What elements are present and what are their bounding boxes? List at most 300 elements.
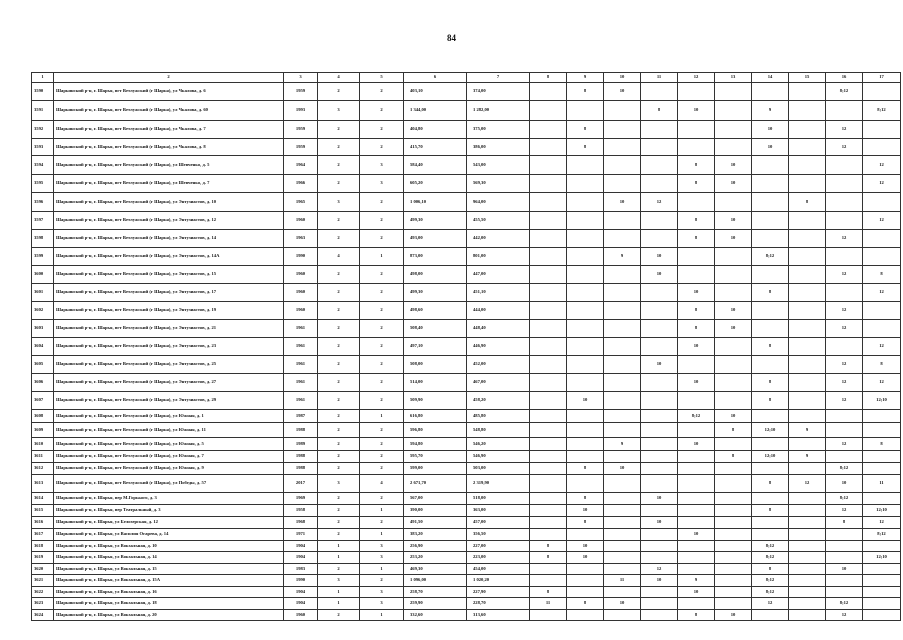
column-header: 4 <box>318 73 360 83</box>
table-cell <box>715 338 752 356</box>
table-cell: 2 <box>360 83 404 101</box>
table-cell: 332,60 <box>404 610 467 621</box>
data-table <box>31 72 901 621</box>
table-cell: 452,00 <box>467 356 530 374</box>
table-cell <box>752 320 789 338</box>
row-number: 3614 <box>32 493 54 505</box>
table-row <box>32 541 901 552</box>
row-number: 3608 <box>32 410 54 423</box>
table-cell <box>604 392 641 410</box>
table-cell: 8;12 <box>863 529 901 541</box>
table-row <box>32 320 901 338</box>
table-cell: 2 <box>360 493 404 505</box>
table-cell <box>530 212 567 230</box>
table-cell: 356,50 <box>467 529 530 541</box>
table-cell: 546,20 <box>467 438 530 451</box>
table-cell <box>789 575 826 587</box>
address-cell: Шарьинский р-н, г. Шарья, пгт Ветлужский (г Шарья), ул Энтузиастов, д. 15 <box>54 266 284 284</box>
table-cell: 2 <box>318 505 360 517</box>
table-cell: 1 <box>318 587 360 598</box>
table-cell: 2 <box>318 338 360 356</box>
table-cell: 10 <box>604 193 641 212</box>
table-cell <box>826 248 863 266</box>
table-cell <box>715 463 752 475</box>
table-cell: 2 <box>360 374 404 392</box>
table-cell: 383,20 <box>404 529 467 541</box>
table-cell <box>678 139 715 156</box>
table-cell <box>604 156 641 175</box>
table-cell: 451,10 <box>467 284 530 302</box>
table-cell: 8 <box>567 598 604 610</box>
table-cell <box>715 564 752 575</box>
table-cell: 1961 <box>284 356 318 374</box>
table-cell: 3 <box>360 598 404 610</box>
table-cell: 1960 <box>284 212 318 230</box>
row-number: 3620 <box>32 564 54 575</box>
table-cell <box>641 284 678 302</box>
table-cell: 2 <box>318 266 360 284</box>
table-cell <box>641 374 678 392</box>
table-cell <box>715 587 752 598</box>
table-cell: 10 <box>641 266 678 284</box>
table-cell <box>530 284 567 302</box>
table-cell <box>826 193 863 212</box>
table-cell: 2 <box>360 451 404 463</box>
address-cell: Шарьинский р-н, г. Шарья, пгт Ветлужский (г Шарья), ул Победы, д. 57 <box>54 475 284 493</box>
row-number: 3610 <box>32 438 54 451</box>
table-cell <box>752 356 789 374</box>
table-cell <box>641 475 678 493</box>
table-cell: 1 <box>318 552 360 564</box>
table-cell: 415,70 <box>404 139 467 156</box>
table-cell <box>715 284 752 302</box>
row-number: 3599 <box>32 248 54 266</box>
table-cell: 2 <box>318 302 360 320</box>
table-cell: 363,00 <box>467 505 530 517</box>
table-cell: 404,80 <box>404 121 467 139</box>
table-cell: 8 <box>752 374 789 392</box>
table-cell <box>567 193 604 212</box>
table-cell: 8 <box>789 193 826 212</box>
table-cell: 605,20 <box>404 175 467 193</box>
table-cell: 2 <box>318 175 360 193</box>
table-cell <box>863 230 901 248</box>
table-cell: 9 <box>604 248 641 266</box>
table-cell <box>567 284 604 302</box>
table-cell <box>604 320 641 338</box>
row-number: 3600 <box>32 266 54 284</box>
table-cell <box>604 139 641 156</box>
row-number: 3590 <box>32 83 54 101</box>
table-cell <box>604 284 641 302</box>
table-cell: 8 <box>567 517 604 529</box>
address-cell: Шарьинский р-н, г. Шарья, пгт Ветлужский (г Шарья), ул Энтузиастов, д. 12 <box>54 212 284 230</box>
table-cell: 2 <box>360 438 404 451</box>
table-cell <box>789 83 826 101</box>
table-cell: 599,00 <box>404 463 467 475</box>
table-cell: 458,20 <box>467 392 530 410</box>
table-cell: 12 <box>863 212 901 230</box>
table-cell: 8;12 <box>863 101 901 121</box>
table-cell: 12 <box>826 610 863 621</box>
row-number: 3598 <box>32 230 54 248</box>
table-cell: 227,90 <box>467 587 530 598</box>
table-cell <box>863 302 901 320</box>
table-cell <box>530 248 567 266</box>
table-cell: 1961 <box>284 320 318 338</box>
table-cell: 2 <box>360 320 404 338</box>
table-cell <box>715 392 752 410</box>
table-row <box>32 374 901 392</box>
row-number: 3591 <box>32 101 54 121</box>
table-cell: 2 <box>360 266 404 284</box>
table-cell <box>715 266 752 284</box>
table-cell: 8 <box>567 139 604 156</box>
table-cell: 10 <box>752 121 789 139</box>
table-cell <box>567 438 604 451</box>
table-cell <box>789 438 826 451</box>
table-cell <box>752 212 789 230</box>
table-cell <box>678 193 715 212</box>
table-cell <box>641 541 678 552</box>
row-number: 3621 <box>32 575 54 587</box>
table-cell <box>641 212 678 230</box>
table-cell: 498,60 <box>404 302 467 320</box>
table-row <box>32 552 901 564</box>
address-cell: Шарьинский р-н, г. Шарья, ул Вокзальная, д. 18 <box>54 598 284 610</box>
table-cell: 12 <box>826 438 863 451</box>
table-cell: 4 <box>360 475 404 493</box>
table-cell <box>604 475 641 493</box>
address-cell: Шарьинский р-н, г. Шарья, пгт Ветлужский (г Шарья), ул Шевченко, д. 5 <box>54 156 284 175</box>
table-cell <box>641 438 678 451</box>
table-cell: 8 <box>715 451 752 463</box>
row-number: 3616 <box>32 517 54 529</box>
table-cell: 8;12 <box>826 598 863 610</box>
table-cell <box>567 423 604 438</box>
table-cell <box>789 356 826 374</box>
table-cell: 10 <box>715 230 752 248</box>
table-cell: 1963 <box>284 230 318 248</box>
row-number: 3594 <box>32 156 54 175</box>
table-cell: 12;10 <box>752 451 789 463</box>
table-cell: 595,70 <box>404 451 467 463</box>
table-cell: 2 <box>318 493 360 505</box>
table-cell <box>604 564 641 575</box>
table-cell <box>641 121 678 139</box>
table-cell <box>641 338 678 356</box>
table-cell: 10 <box>567 541 604 552</box>
table-cell <box>678 266 715 284</box>
row-number: 3615 <box>32 505 54 517</box>
address-cell: Шарьинский р-н, г. Шарья, ул Вокзальная, д. 14 <box>54 552 284 564</box>
table-cell: 2 <box>360 101 404 121</box>
table-cell <box>678 564 715 575</box>
column-header: 15 <box>789 73 826 83</box>
table-cell: 8;12 <box>826 83 863 101</box>
table-cell: 12 <box>863 374 901 392</box>
table-row <box>32 230 901 248</box>
address-cell: Шарьинский р-н, г. Шарья, ул Вокзальная, д. 20 <box>54 610 284 621</box>
table-cell: 1988 <box>284 463 318 475</box>
table-cell: 2 <box>360 139 404 156</box>
table-cell: 2 <box>360 338 404 356</box>
table-cell: 1990 <box>284 248 318 266</box>
table-cell <box>863 410 901 423</box>
table-cell: 12 <box>826 505 863 517</box>
table-cell: 2 <box>360 212 404 230</box>
table-cell <box>678 423 715 438</box>
table-cell: 8 <box>530 552 567 564</box>
table-cell <box>530 356 567 374</box>
table-cell: 12 <box>752 598 789 610</box>
table-cell: 569,30 <box>467 175 530 193</box>
address-cell: Шарьинский р-н, г. Шарья, пгт Ветлужский (г Шарья), ул Чкалова, д. 8 <box>54 139 284 156</box>
table-cell <box>715 505 752 517</box>
address-cell: Шарьинский р-н, г. Шарья, пгт Ветлужский (г Шарья), ул Энтузиастов, д. 29 <box>54 392 284 410</box>
table-cell <box>567 564 604 575</box>
table-cell: 514,00 <box>404 374 467 392</box>
table-cell <box>789 266 826 284</box>
address-cell: Шарьинский р-н, г. Шарья, пгт Ветлужский (г Шарья), ул Энтузиастов, д. 25 <box>54 356 284 374</box>
table-cell <box>641 587 678 598</box>
address-cell: Шарьинский р-н, г. Шарья, пгт Ветлужский (г Шарья), ул Энтузиастов, д. 19 <box>54 302 284 320</box>
table-cell <box>604 587 641 598</box>
column-header: 12 <box>678 73 715 83</box>
table-cell: 2 <box>318 374 360 392</box>
table-cell <box>641 156 678 175</box>
row-number: 3601 <box>32 284 54 302</box>
address-cell: Шарьинский р-н, г. Шарья, пгт Ветлужский (г Шарья), ул Южная, д. 11 <box>54 423 284 438</box>
table-row <box>32 610 901 621</box>
table-cell: 8 <box>567 83 604 101</box>
table-cell: 10 <box>641 575 678 587</box>
table-row <box>32 517 901 529</box>
table-cell: 12 <box>826 356 863 374</box>
table-cell: 11 <box>530 598 567 610</box>
table-cell: 1964 <box>284 156 318 175</box>
table-cell: 1983 <box>284 564 318 575</box>
row-number: 3617 <box>32 529 54 541</box>
table-cell: 454,00 <box>467 564 530 575</box>
table-cell: 2017 <box>284 475 318 493</box>
table-cell: 8 <box>863 438 901 451</box>
table-cell <box>752 266 789 284</box>
table-cell: 12 <box>826 139 863 156</box>
table-cell: 1966 <box>284 175 318 193</box>
table-cell: 2 <box>318 356 360 374</box>
table-cell: 8;12 <box>826 493 863 505</box>
table-row <box>32 101 901 121</box>
table-cell: 8 <box>678 610 715 621</box>
table-cell: 253,20 <box>404 552 467 564</box>
table-row <box>32 575 901 587</box>
table-cell: 1 <box>360 410 404 423</box>
table-cell: 508,00 <box>404 356 467 374</box>
table-cell: 499,30 <box>404 284 467 302</box>
table-cell <box>826 451 863 463</box>
column-header: 5 <box>360 73 404 83</box>
table-cell <box>604 175 641 193</box>
table-cell: 1989 <box>284 438 318 451</box>
address-cell: Шарьинский р-н, г. Шарья, пер М.Горького, д. 3 <box>54 493 284 505</box>
table-cell: 3 <box>360 156 404 175</box>
table-cell: 2 319,90 <box>467 475 530 493</box>
address-cell: Шарьинский р-н, г. Шарья, пгт Ветлужский (г Шарья), ул Энтузиастов, д. 10 <box>54 193 284 212</box>
row-number: 3624 <box>32 610 54 621</box>
table-cell: 12 <box>863 338 901 356</box>
table-cell <box>715 541 752 552</box>
address-cell: Шарьинский р-н, г. Шарья, пгт Ветлужский (г Шарья), ул Энтузиастов, д. 14 <box>54 230 284 248</box>
row-number: 3619 <box>32 552 54 564</box>
table-cell: 8 <box>678 156 715 175</box>
table-cell: 2 <box>360 230 404 248</box>
table-cell <box>678 83 715 101</box>
table-row <box>32 156 901 175</box>
row-number: 3618 <box>32 541 54 552</box>
table-cell: 8;12 <box>752 248 789 266</box>
table-cell: 8 <box>752 392 789 410</box>
table-cell: 1971 <box>284 529 318 541</box>
table-cell <box>789 284 826 302</box>
table-cell: 10 <box>641 517 678 529</box>
table-cell <box>530 610 567 621</box>
table-cell: 498,00 <box>404 266 467 284</box>
table-cell <box>863 541 901 552</box>
table-cell: 12 <box>826 320 863 338</box>
table-cell: 1 006,10 <box>404 193 467 212</box>
table-cell <box>863 193 901 212</box>
table-cell: 10 <box>678 101 715 121</box>
table-cell <box>604 493 641 505</box>
table-cell: 8 <box>567 493 604 505</box>
table-cell <box>863 564 901 575</box>
table-row <box>32 193 901 212</box>
table-cell: 594,80 <box>404 438 467 451</box>
table-cell: 543,00 <box>467 156 530 175</box>
table-cell: 1961 <box>284 374 318 392</box>
table-cell: 8;12 <box>752 552 789 564</box>
table-cell: 499,30 <box>404 212 467 230</box>
table-row <box>32 121 901 139</box>
table-cell: 1990 <box>284 575 318 587</box>
table-cell: 2 <box>318 392 360 410</box>
table-row <box>32 175 901 193</box>
table-cell <box>752 463 789 475</box>
table-cell: 1 <box>360 564 404 575</box>
row-number: 3592 <box>32 121 54 139</box>
table-cell: 2 <box>360 121 404 139</box>
table-cell <box>752 517 789 529</box>
table-cell <box>789 302 826 320</box>
table-cell: 2 <box>360 284 404 302</box>
table-cell <box>641 320 678 338</box>
table-cell <box>530 101 567 121</box>
table-cell: 4 <box>318 248 360 266</box>
table-cell <box>530 320 567 338</box>
table-cell <box>567 101 604 121</box>
table-cell: 596,80 <box>404 423 467 438</box>
table-cell <box>678 541 715 552</box>
table-cell: 375,00 <box>467 121 530 139</box>
table-cell <box>678 598 715 610</box>
table-cell: 1965 <box>284 193 318 212</box>
table-cell <box>789 505 826 517</box>
table-cell: 8;12 <box>752 587 789 598</box>
row-number: 3605 <box>32 356 54 374</box>
table-cell: 497,10 <box>404 338 467 356</box>
table-cell: 1969 <box>284 493 318 505</box>
table-cell: 8 <box>752 505 789 517</box>
table-cell <box>715 517 752 529</box>
table-cell: 1960 <box>284 302 318 320</box>
table-cell <box>826 212 863 230</box>
table-cell: 1960 <box>284 284 318 302</box>
table-cell: 1988 <box>284 451 318 463</box>
table-cell: 8 <box>530 587 567 598</box>
table-cell: 259,90 <box>404 598 467 610</box>
table-row <box>32 266 901 284</box>
row-number: 3622 <box>32 587 54 598</box>
table-cell: 374,00 <box>467 83 530 101</box>
table-cell <box>789 552 826 564</box>
table-cell: 584,40 <box>404 156 467 175</box>
table-cell: 2 <box>318 451 360 463</box>
table-cell: 2 <box>360 392 404 410</box>
table-cell: 1 344,00 <box>404 101 467 121</box>
table-cell: 386,00 <box>467 139 530 156</box>
table-cell <box>530 451 567 463</box>
address-cell: Шарьинский р-н, г. Шарья, пгт Ветлужский (г Шарья), ул Южная, д. 1 <box>54 410 284 423</box>
table-cell <box>530 374 567 392</box>
table-row <box>32 493 901 505</box>
table-cell: 3 <box>360 541 404 552</box>
table-cell <box>641 505 678 517</box>
column-header: 9 <box>567 73 604 83</box>
table-cell <box>604 529 641 541</box>
row-number: 3602 <box>32 302 54 320</box>
table-cell: 801,00 <box>467 248 530 266</box>
table-cell: 2 <box>318 83 360 101</box>
row-number: 3607 <box>32 392 54 410</box>
table-cell: 12 <box>826 302 863 320</box>
table-cell <box>567 230 604 248</box>
table-cell: 1 <box>360 610 404 621</box>
table-cell: 546,90 <box>467 451 530 463</box>
table-cell: 1961 <box>284 338 318 356</box>
table-cell: 2 <box>318 156 360 175</box>
table-cell <box>715 493 752 505</box>
table-cell <box>604 505 641 517</box>
row-number: 3595 <box>32 175 54 193</box>
table-cell: 508,40 <box>404 320 467 338</box>
table-cell <box>789 541 826 552</box>
table-row <box>32 463 901 475</box>
table-cell <box>567 156 604 175</box>
table-cell <box>752 175 789 193</box>
address-cell: Шарьинский р-н, г. Шарья, пгт Ветлужский (г Шарья), ул Чкалова, д. 6 <box>54 83 284 101</box>
table-cell: 518,00 <box>467 493 530 505</box>
table-cell <box>826 410 863 423</box>
table-cell: 1904 <box>284 541 318 552</box>
table-cell: 1904 <box>284 552 318 564</box>
address-cell: Шарьинский р-н, г. Шарья, ул Вокзальная, д. 16 <box>54 587 284 598</box>
row-number: 3612 <box>32 463 54 475</box>
row-number: 3597 <box>32 212 54 230</box>
table-cell: 390,00 <box>404 505 467 517</box>
table-cell: 258,70 <box>404 587 467 598</box>
address-cell: Шарьинский р-н, г. Шарья, пгт Ветлужский (г Шарья), ул Южная, д. 5 <box>54 438 284 451</box>
